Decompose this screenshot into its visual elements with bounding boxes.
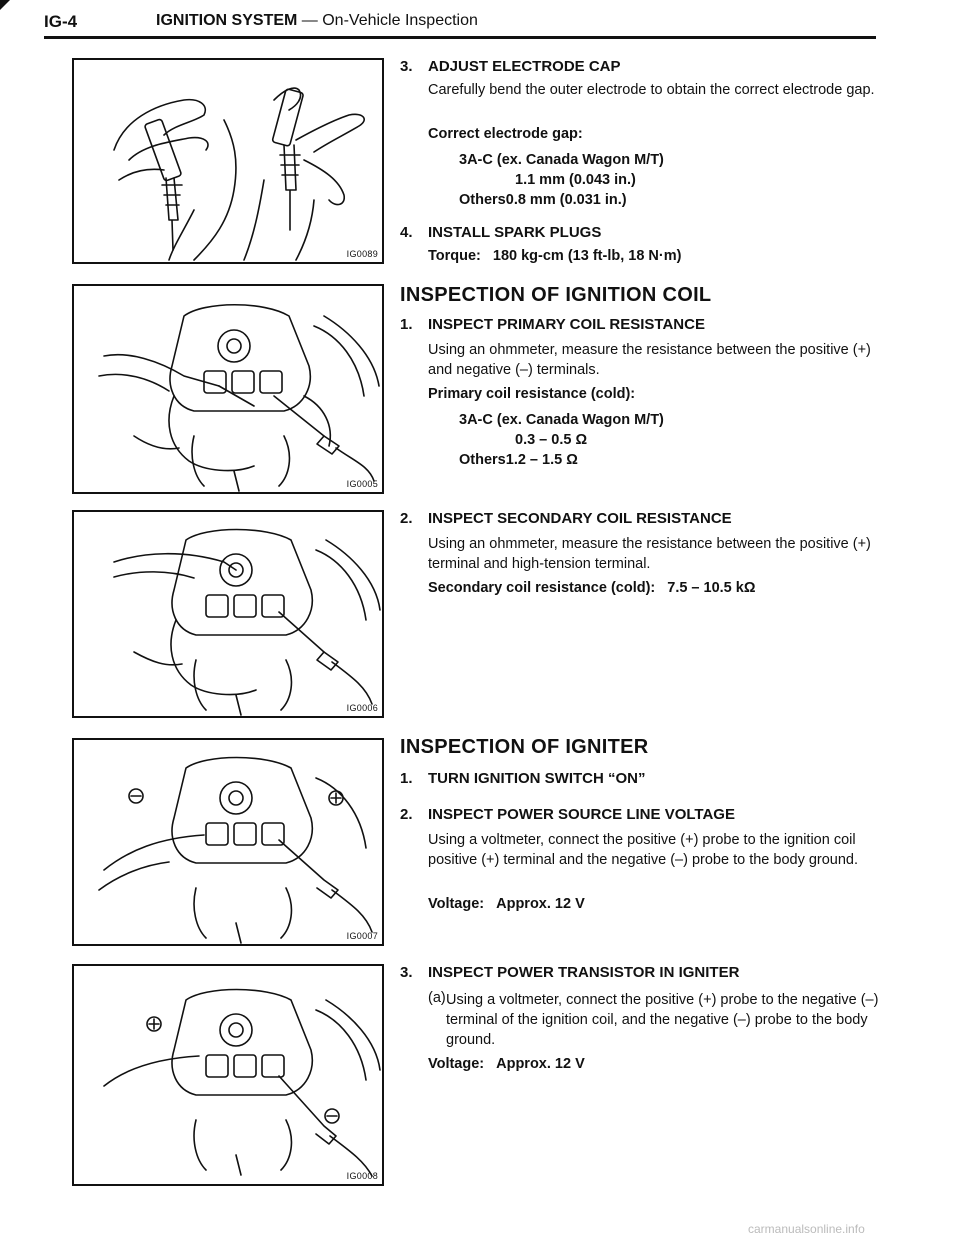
primary-coil-description: Using an ohmmeter, measure the resistance between the positive (+) and negative (–) terminals. [428,342,871,378]
section-heading-igniter: INSPECTION OF IGNITER [400,736,649,758]
figure-code: IG0008 [346,1171,378,1181]
power-source-description: Using a voltmeter, connect the positive (+) probe to the ignition coil positive (+) terminal and the negative (–) probe to the body ground. [428,832,859,868]
step-power-source-voltage: 2. INSPECT POWER SOURCE LINE VOLTAGE [400,806,735,823]
electrode-spec-others: Others0.8 mm (0.031 in.) [459,192,627,208]
electrode-spec-line1: 3A-C (ex. Canada Wagon M/T) [459,152,664,168]
step-install-spark-plugs: 4. INSTALL SPARK PLUGS [400,224,602,241]
step-primary-coil: 1. INSPECT PRIMARY COIL RESISTANCE [400,316,705,333]
step-power-transistor: 3. INSPECT POWER TRANSISTOR IN IGNITER [400,964,740,981]
watermark: carmanualsonline.info [748,1222,865,1236]
electrode-spec-label: Correct electrode gap: [428,126,583,142]
step-adjust-electrode: 3. ADJUST ELECTRODE CAP [400,58,621,75]
igniter-voltmeter-illustration [74,740,382,944]
power-transistor-description: Using a voltmeter, connect the positive (+) probe to the negative (–) terminal of the ignition coil, and the negative (–) probe to the body ground. [446,992,879,1048]
secondary-coil-spec: Secondary coil resistance (cold): 7.5 – 10.5 kΩ [428,580,756,596]
spark-plug-gap-adjust-illustration [74,60,382,262]
figure-igniter-power-transistor [72,964,384,1186]
page-corner-mark [0,0,10,10]
torque-spec: Torque: 180 kg-cm (13 ft-lb, 18 N·m) [428,248,682,264]
page-number: IG-4 [44,12,78,31]
power-transistor-voltage-spec: Voltage: Approx. 12 V [428,1056,585,1072]
primary-coil-spec-others: Others1.2 – 1.5 Ω [459,452,578,468]
figure-code: IG0007 [346,931,378,941]
primary-coil-spec-label: Primary coil resistance (cold): [428,386,636,402]
igniter-voltmeter-illustration [74,966,382,1184]
figure-code: IG0005 [346,479,378,489]
step-turn-ignition-on: 1. TURN IGNITION SWITCH “ON” [400,770,646,787]
figure-code: IG0089 [346,249,378,259]
primary-coil-spec-line1: 3A-C (ex. Canada Wagon M/T) [459,412,664,428]
electrode-description: Carefully bend the outer electrode to obtain the correct electrode gap. [428,82,875,98]
figure-primary-coil [72,284,384,494]
figure-spark-plug [72,58,384,264]
ignition-coil-ohmmeter-illustration [74,512,382,716]
substep-label: (a) [428,990,446,1006]
electrode-spec-line2: 1.1 mm (0.043 in.) [515,172,636,188]
header-subsection: — On-Vehicle Inspection [297,12,478,29]
power-source-voltage-spec: Voltage: Approx. 12 V [428,896,585,912]
secondary-coil-description: Using an ohmmeter, measure the resistance between the positive (+) terminal and high-tension terminal. [428,536,871,572]
figure-code: IG0006 [346,703,378,713]
step-secondary-coil: 2. INSPECT SECONDARY COIL RESISTANCE [400,510,732,527]
figure-igniter-power-source [72,738,384,946]
text-column [400,0,890,1242]
ignition-coil-ohmmeter-illustration [74,286,382,492]
figure-secondary-coil [72,510,384,718]
primary-coil-spec-line2: 0.3 – 0.5 Ω [515,432,588,448]
header-section: IGNITION SYSTEM [156,12,298,29]
section-heading-ignition-coil: INSPECTION OF IGNITION COIL [400,284,712,306]
